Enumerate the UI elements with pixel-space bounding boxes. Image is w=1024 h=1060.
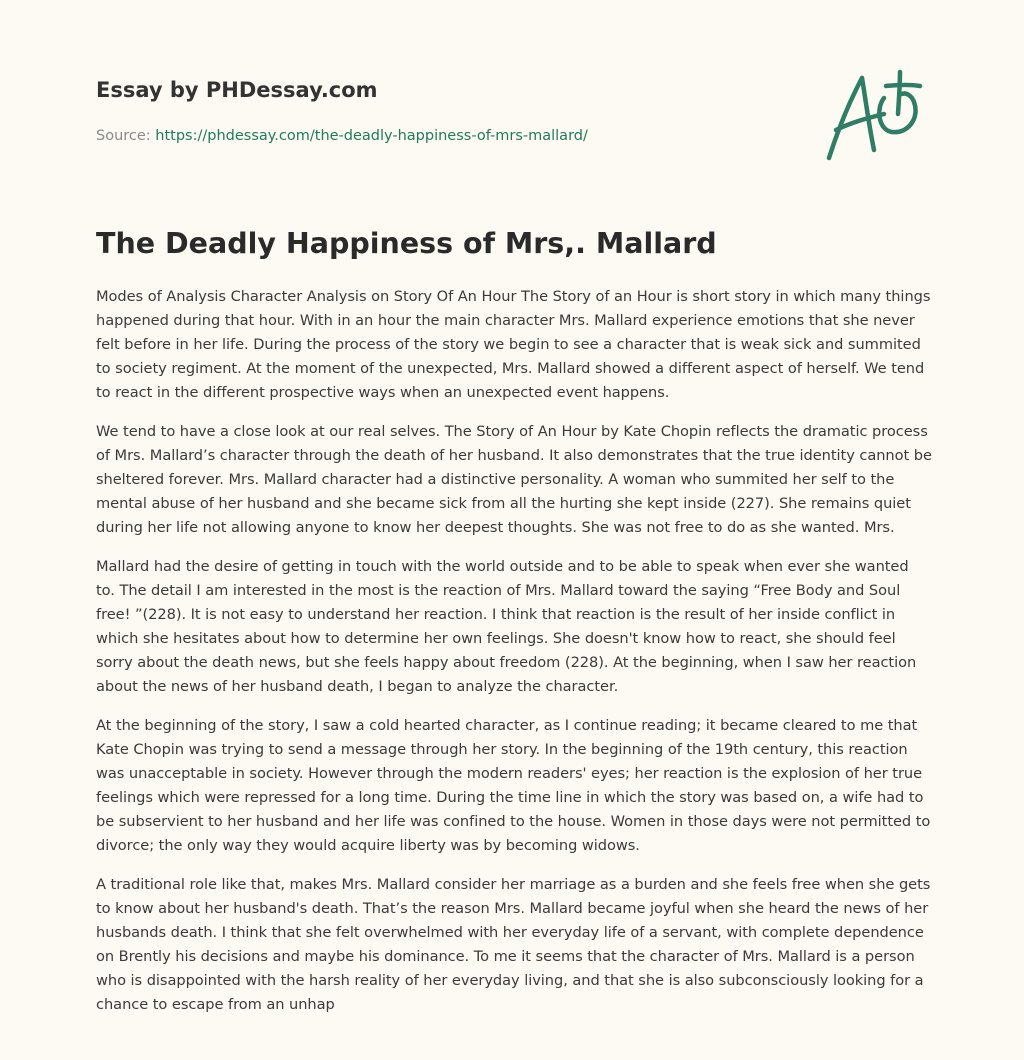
a-plus-logo-icon — [822, 68, 926, 164]
essay-paragraph: Mallard had the desire of getting in touch with the world outside and to be able to speak when ever she wanted to. The detail I am interested in the most is the reaction of Mrs. Mallard toward the saying “Free Body and Soul free! ”(228). It is not easy to understand her reaction. I think that reaction is the result of her inside conflict in which she hesitates about how to determine her own feelings. She doesn't know how to react, she should feel sorry about the death news, but she feels happy about freedom (228). At the beginning, when I saw her reaction about the news of her husband death, I began to analyze the character. — [96, 558, 917, 695]
source-link[interactable]: https://phdessay.com/the-deadly-happiness-of-mrs-mallard/ — [155, 128, 588, 144]
essay-paragraph: Modes of Analysis Character Analysis on Story Of An Hour The Story of an Hour is short story in which many things happened during that hour. With in an hour the main character Mrs. Mallard experience emotions that she never felt before in her life. During the process of the story we begin to see a character that is weak sick and summited to society regiment. At the moment of the unexpected, Mrs. Mallard showed a different aspect of herself. We tend to react in the different prospective ways when an unexpected event happens. — [96, 288, 931, 401]
essay-body — [96, 285, 932, 1032]
source-label: Source: — [96, 128, 156, 144]
essay-paragraph: A traditional role like that, makes Mrs. Mallard consider her marriage as a burden and she feels free when she gets to know about her husband's death. That’s the reason Mrs. Mallard became joyful when she heard the news of her husbands death. I think that she felt overwhelmed with her everyday life of a servant, with complete dependence on Brently his decisions and maybe his dominance. To me it seems that the character of Mrs. Mallard is a person who is disappointed with the harsh reality of her everyday living, and that she is also subconsciously looking for a chance to escape from an unhap — [96, 876, 931, 1013]
essay-paragraph: At the beginning of the story, I saw a cold hearted character, as I continue reading; it became cleared to me that Kate Chopin was trying to send a message through her story. In the beginning of the 19th century, this reaction was unacceptable in society. However through the modern readers' eyes; her reaction is the explosion of her true feelings which were repressed for a long time. During the time line in which the story was based on, a wife had to be subservient to her husband and her life was confined to the house. Women in those days were not permitted to divorce; the only way they would acquire liberty was by becoming widows. — [96, 717, 931, 854]
essay-title: The Deadly Happiness of Mrs,. Mallard — [96, 227, 717, 260]
site-header — [96, 76, 796, 146]
site-name: Essay by PHDessay.com — [96, 78, 378, 102]
essay-paragraph: We tend to have a close look at our real selves. The Story of An Hour by Kate Chopin reflects the dramatic process of Mrs. Mallard’s character through the death of her husband. It also demonstrates that the true identity cannot be sheltered forever. Mrs. Mallard character had a distinctive personality. A woman who summited her self to the mental abuse of her husband and she became sick from all the hurting she kept inside (227). She remains quiet during her life not allowing anyone to know her deepest thoughts. She was not free to do as she wanted. Mrs. — [96, 423, 932, 536]
source-line — [96, 126, 796, 146]
